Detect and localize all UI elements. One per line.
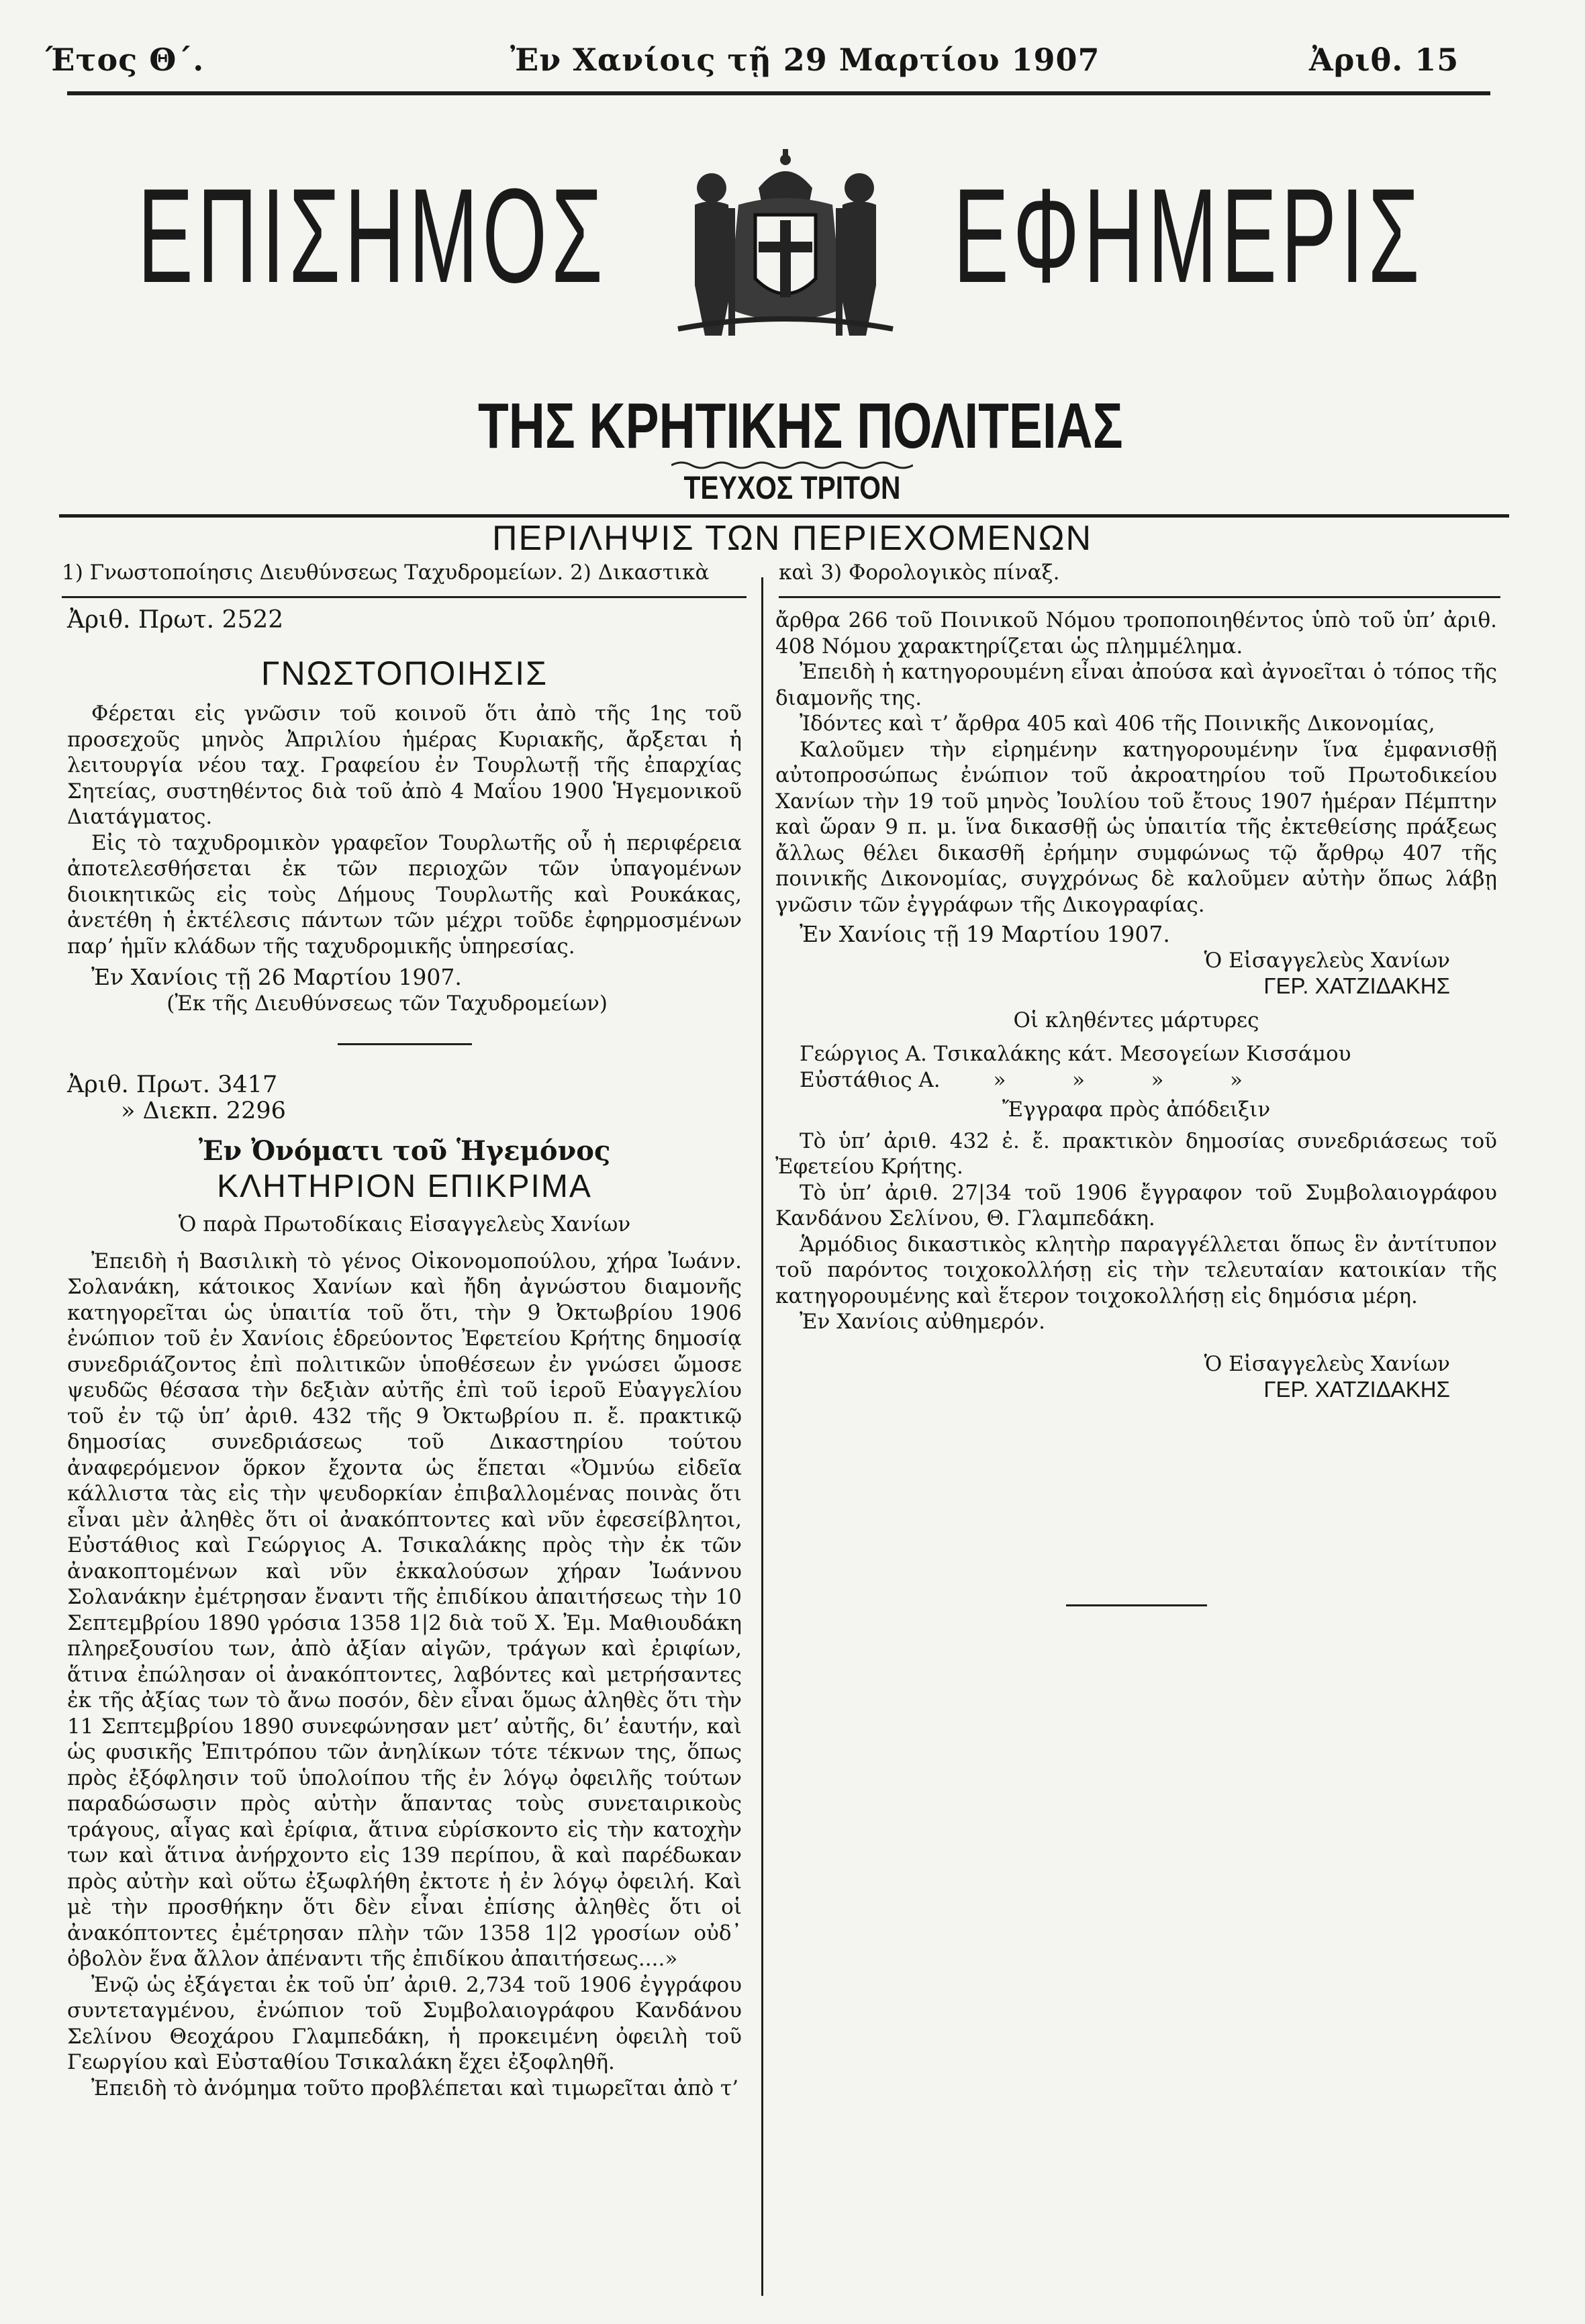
masthead-subtitle: ΤΗΣ ΚΡΗΤΙΚΗΣ ΠΟΛΙΤΕΙΑΣ	[478, 390, 1123, 462]
ruling-paragraph: Ἐνῷ ὡς ἐξάγεται ἐκ τοῦ ὑπ’ ἀριθ. 2,734 τοῦ 1906 ἐγγράφου συντεταγμένου, ἐνώπιον τοῦ Συμβολαιογράφου Κανδάνου Σελίνου Θεοχάρου Γλαμπεδάκη, ἡ προκειμένη ὀφειλὴ τοῦ Γεωργίου καὶ Εὐσταθίου Τσικαλάκη ἔχει ἐξοφληθῆ.	[67, 1972, 742, 2074]
witnesses-heading: Οἱ κληθέντες μάρτυρες	[1013, 1008, 1259, 1032]
signature-name: ΓΕΡ. ΧΑΤΖΙΔΑΚΗΣ	[1263, 1377, 1450, 1402]
instruction-paragraph: Ἁρμόδιος δικαστικὸς κλητὴρ παραγγέλλεται ὅπως ἓν ἀντίτυπον τοῦ παρόντος τοιχοκολλήσῃ εἰς τὴν τελευταίαν κατοικίαν τῆς κατηγορουμένης καὶ ἕτερον τοιχοκολλήσῃ εἰς δημόσια μέρη.	[775, 1232, 1497, 1308]
dateline: Ἐν Χανίοις τῇ 29 Μαρτίου 1907	[510, 42, 1100, 78]
ruling-reference-dispatch: » Διεκπ. 2296	[121, 1097, 286, 1124]
ruling-continuation: ἄρθρα 266 τοῦ Ποινικοῦ Νόμου τροποποιηθέντος ὑπὸ τοῦ ὑπ’ ἀριθ. 408 Νόμου χαρακτηρίζεται ὡς πλημμέλημα.	[775, 608, 1497, 659]
same-day-note: Ἐν Χανίοις αὐθημερόν.	[800, 1310, 1045, 1334]
evidence-heading: Ἔγγραφα πρὸς ἀπόδειξιν	[1002, 1098, 1271, 1122]
header-rule	[67, 91, 1490, 95]
ruling-title: ΚΛΗΤΗΡΙΟΝ ΕΠΙΚΡΙΜΑ	[217, 1168, 592, 1204]
notice-paragraph: Φέρεται εἰς γνῶσιν τοῦ κοινοῦ ὅτι ἀπὸ τῆς 1ης τοῦ προσεχοῦς μηνὸς Ἀπριλίου ἡμέρας Κυριακῆς, ἄρξεται ἡ λειτουργία νέου ταχ. Γραφείου ἐν Τουρλωτῇ τῆς ἐπαρχίας Σητείας, συστηθέντος διὰ τοῦ ἀπὸ 4 Μαΐου 1900 Ἡγεμονικοῦ Διατάγματος.	[67, 701, 742, 829]
masthead-right: ΕΦΗΜΕΡΙΣ	[953, 161, 1424, 311]
ruling-paragraph: Ἰδόντες καὶ τ’ ἄρθρα 405 καὶ 406 τῆς Ποινικῆς Δικονομίας,	[800, 712, 1435, 736]
ditto-marks: » » » »	[993, 1067, 1243, 1092]
year-label: Έτος Θ΄.	[46, 42, 205, 78]
notice-date: Ἐν Χανίοις τῇ 26 Μαρτίου 1907.	[91, 964, 462, 990]
witness-entry	[775, 1067, 1497, 1094]
ruling-date: Ἐν Χανίοις τῇ 19 Μαρτίου 1907.	[800, 921, 1170, 947]
contents-rule-right	[779, 596, 1500, 598]
witness-entry: Γεώργιος Α. Τσικαλάκης κάτ. Μεσογείων Κισσάμου	[800, 1042, 1351, 1066]
evidence-item: Τὸ ὑπ’ ἀριθ. 27|34 τοῦ 1906 ἔγγραφον τοῦ Συμβολαιογράφου Κανδάνου Σελίνου, Θ. Γλαμπεδάκη.	[775, 1180, 1497, 1230]
ruling-issuer: Ὁ παρὰ Πρωτοδίκαις Εἰσαγγελεὺς Χανίων	[178, 1212, 631, 1237]
signature-name: ΓΕΡ. ΧΑΤΖΙΔΑΚΗΣ	[1263, 973, 1450, 998]
issue-number: Ἀριθ. 15	[1309, 42, 1459, 78]
notice-signature: (Ἐκ τῆς Διευθύνσεως τῶν Ταχυδρομείων)	[166, 991, 608, 1016]
notice-title: ΓΝΩΣΤΟΠΟΙΗΣΙΣ	[260, 654, 548, 692]
right-column	[775, 608, 1497, 1625]
wavy-divider-icon	[671, 460, 913, 471]
ruling-paragraph: Καλοῦμεν τὴν εἰρημένην κατηγορουμένην ἵνα ἐμφανισθῇ αὐτοπροσώπως ἐνώπιον τοῦ ἀκροατηρίου τοῦ Πρωτοδικείου Χανίων τὴν 19 τοῦ μηνὸς Ἰουλίου τοῦ ἔτους 1907 ἡμέραν Πέμπτην καὶ ὥραν 9 π. μ. ἵνα δικασθῇ ὡς ὑπαιτία τῆς ἐκτεθείσης πράξεως ἄλλως θέλει δικασθῆ ἐρήμην συμφώνως τῷ ἄρθρῳ 407 τῆς ποινικῆς Δικονομίας, συγχρόνως δὲ καλοῦμεν αὐτὴν ὅπως λάβῃ γνῶσιν τῶν ἐγγράφων τῆς Δικογραφίας.	[775, 737, 1497, 917]
notice-paragraph: Εἰς τὸ ταχυδρομικὸν γραφεῖον Τουρλωτῆς οὗ ἡ περιφέρεια ἀποτελεσθήσεται ἐκ τῶν περιοχῶν τῶν ὑπαγομένων διοικητικῶς εἰς τοὺς Δήμους Τουρλωτῆς καὶ Ρουκάκας, ἀνετέθη ἡ ἐκτέλεσις πάντων τῶν μέχρι τοῦδε ἐφηρμοσμένων παρ’ ἡμῖν κλάδων τῆς ταχυδρομικῆς ὑπηρεσίας.	[67, 830, 742, 959]
contents-top-rule	[59, 514, 1509, 518]
ruling-reference-protocol: Ἀριθ. Πρωτ. 3417	[67, 1071, 278, 1098]
section-divider	[1066, 1604, 1207, 1606]
section-divider	[338, 1043, 472, 1045]
signature-role: Ὁ Εἰσαγγελεὺς Χανίων	[1204, 948, 1450, 973]
coat-of-arms-icon	[665, 141, 906, 342]
contents-title: ΠΕΡΙΛΗΨΙΣ ΤΩΝ ΠΕΡΙΕΧΟΜΕΝΩΝ	[491, 519, 1093, 558]
ruling-paragraph: Ἐπειδὴ ἡ κατηγορουμένη εἶναι ἀπούσα καὶ ἀγνοεῖται ὁ τόπος τῆς διαμονῆς της.	[775, 660, 1497, 710]
issue-title: ΤΕΥΧΟΣ ΤΡΙΤΟΝ	[683, 471, 901, 506]
notice-reference: Ἀριθ. Πρωτ. 2522	[67, 606, 284, 634]
signature-role: Ὁ Εἰσαγγελεὺς Χανίων	[1204, 1351, 1450, 1376]
contents-rule-left	[62, 596, 747, 598]
evidence-item: Τὸ ὑπ’ ἀριθ. 432 ἐ. ἔ. πρακτικὸν δημοσίας συνεδριάσεως τοῦ Ἐφετείου Κρήτης.	[775, 1128, 1497, 1179]
ruling-paragraph: Ἐπειδὴ ἡ Βασιλικὴ τὸ γένος Οἰκονομοπούλου, χήρα Ἰωάνν. Σολανάκη, κάτοικος Χανίων καὶ ἤδη ἀγνώστου διαμονῆς κατηγορεῖται ὡς ὑπαιτία τοῦ ὅτι, τὴν 9 Ὀκτωβρίου 1906 ἐνώπιον τοῦ ἐν Χανίοις ἑδρεύοντος Ἐφετείου Κρήτης δημοσίᾳ συνεδριάζοντος ἐπὶ πολιτικῶν ὑποθέσεων ἐν γνώσει ὤμοσε ψευδῶς θέσασα τὴν δεξιὰν αὐτῆς ἐπὶ τοῦ ἱεροῦ Εὐαγγελίου τοῦ ἐν τῷ ὑπ’ ἀριθ. 432 τῆς 9 Ὀκτωβρίου π. ἔ. πρακτικῷ δημοσίας συνεδριάσεως τοῦ Δικαστηρίου τούτου ἀναφερόμενον ὅρκον ἔχοντα ὡς ἕπεται «Ὀμνύω εἰδεῖα κάλλιστα τὰς εἰς τὴν ψευδορκίαν ἐπιβαλλομένας ποινὰς ὅτι εἶναι μὲν ἀληθὲς ὅτι οἱ ἀνακόπτοντες καὶ νῦν ἐφεσείβλητοι, Εὐστάθιος καὶ Γεώργιος Α. Τσικαλάκης πρὸς τὴν ἐκ τῶν ἀνακοπτομένων καὶ νῦν ἐκκαλούσων χήραν Ἰωάννου Σολανάκην ἐμέτρησαν ἔναντι τῆς ἐπιδίκου ἀπαιτήσεως τὴν 10 Σεπτεμβρίου 1890 γρόσια 1358 1|2 διὰ τοῦ Χ. Ἐμ. Μαθιουδάκη πληρεξουσίου των, ἀπὸ ἀξίαν αἰγῶν, τράγων καὶ ἐριφίων, ἅτινα ἐπώλησαν οἱ ἀνακόπτοντες, λαβόντες καὶ μετρήσαντες ἐκ τῆς ἀξίας των τὸ ἄνω ποσόν, δὲν εἶναι ὅμως ἀληθὲς ὅτι τὴν 11 Σεπτεμβρίου 1890 συνεφώνησαν μετ’ αὐτῆς, δι’ ἑαυτήν, καὶ ὡς φυσικῆς Ἐπιτρόπου τῶν ἀνηλίκων τότε τέκνων της, ὅπως πρὸς ἐξόφλησιν τοῦ ὑπολοίπου τῆς ἐν λόγῳ ὀφειλῆς τούτων παραδώσωσιν πρὸς αὐτὴν ἅπαντας τοὺς συνεταιρικοὺς τράγους, αἶγας καὶ ἐρίφια, ἅτινα εὑρίσκοντο εἰς τὴν κατοχὴν των καὶ ἅτινα ἀνήρχοντο εἰς 139 περίπου, ἃ καὶ παρέδωκαν πρὸς αὐτὴν καὶ οὕτω ἐξωφλήθη ἐκτοτε ἡ ἐν λόγῳ ὀφειλή. Καὶ μὲ τὴν προσθήκην ὅτι δὲν εἶναι ἐπίσης ἀληθὲς ὅτι οἱ ἀνακόπτοντες ἐμέτρησαν πλὴν τῶν 1358 1|2 γροσίων οὐδ᾽ ὀβολὸν ἕνα ἄλλον ἀπέναντι τῆς ἐπιδίκου ἀπαιτήσεως....»	[67, 1249, 742, 1971]
masthead-left: ΕΠΙΣΗΜΟΣ	[138, 161, 607, 311]
column-divider	[761, 577, 763, 2296]
ruling-paragraph: Ἐπειδὴ τὸ ἀνόμημα τοῦτο προβλέπεται καὶ τιμωρεῖται ἀπὸ τ’	[91, 2076, 739, 2100]
left-column	[67, 608, 742, 2101]
contents-line-left: 1) Γνωστοποίησις Διευθύνσεως Ταχυδρομείων. 2) Δικαστικὰ	[62, 561, 710, 585]
witness-name: Εὐστάθιος Α.	[800, 1067, 941, 1092]
ruling-invocation: Ἐν Ὀνόματι τοῦ Ἡγεμόνος	[198, 1135, 611, 1167]
contents-line-right: καὶ 3) Φορολογικὸς πίναξ.	[779, 561, 1060, 585]
